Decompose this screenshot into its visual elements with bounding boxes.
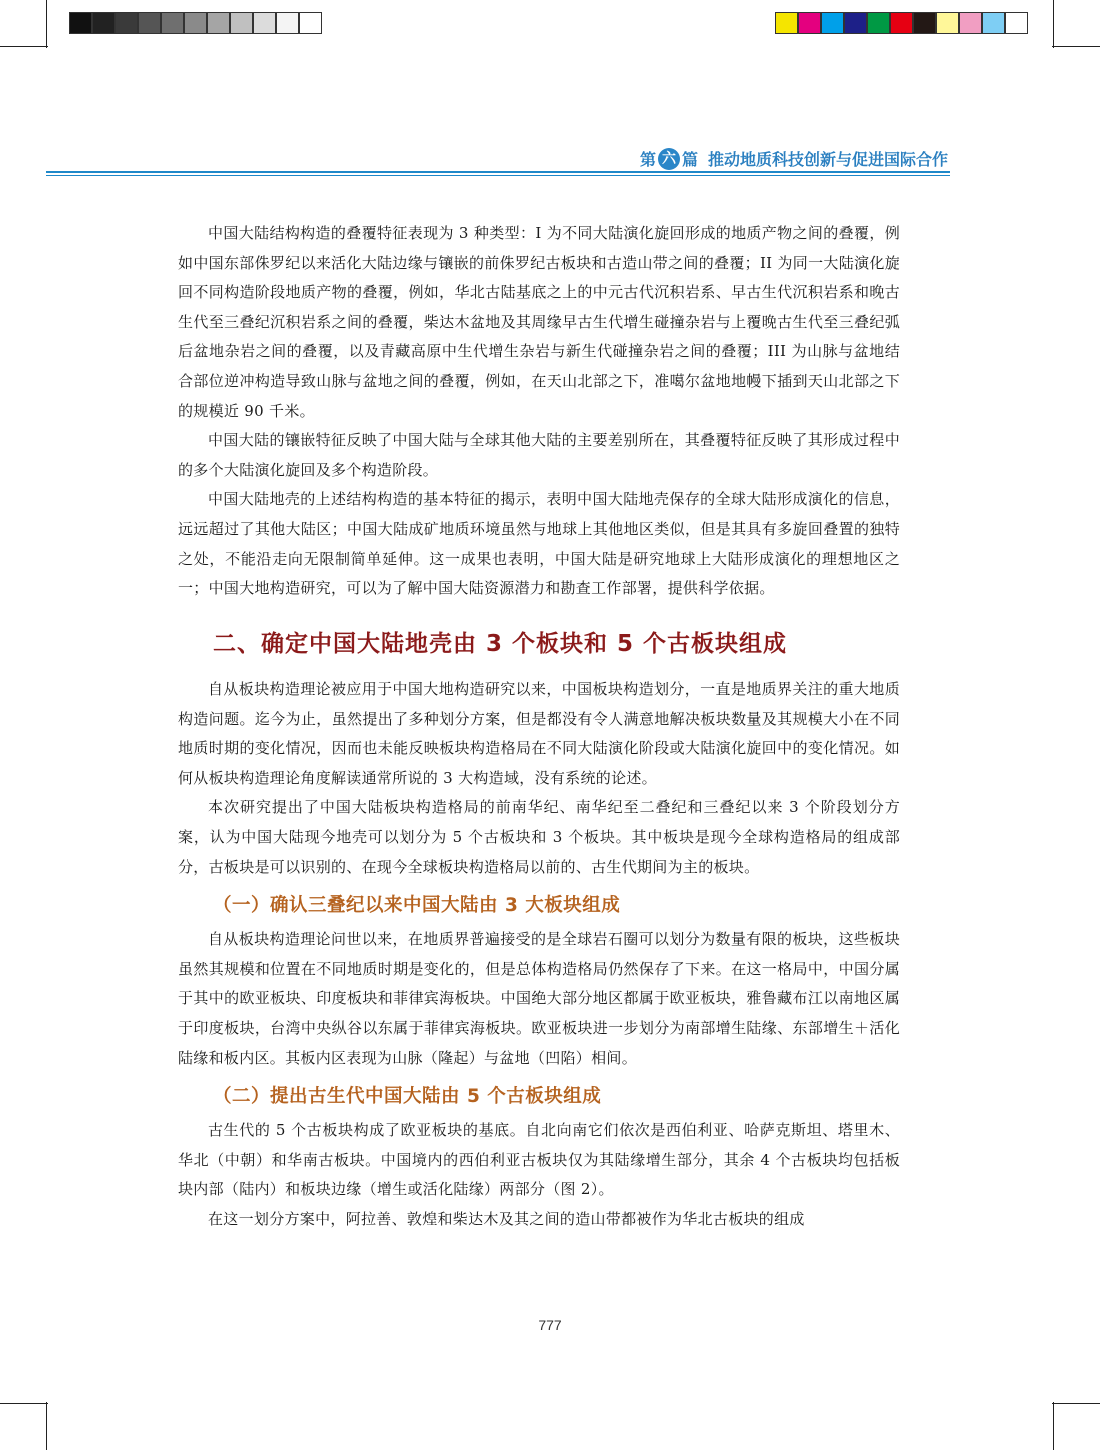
paragraph: 在这一划分方案中，阿拉善、敦煌和柴达木及其之间的造山带都被作为华北古板块的组成 [208, 1209, 805, 1228]
color-swatch [184, 12, 207, 34]
subsection-heading: （二）提出古生代中国大陆由 5 个古板块组成 [213, 1086, 602, 1108]
color-swatch [913, 12, 936, 34]
color-swatch [138, 12, 161, 34]
paragraph: 中国大陆的镶嵌特征反映了中国大陆与全球其他大陆的主要差别所在，其叠覆特征反映了其形成过程中的多个大陆演化旋回及多个构造阶段。 [178, 431, 900, 479]
paragraph: 中国大陆结构构造的叠覆特征表现为 3 种类型：I 为不同大陆演化旋回形成的地质产物之间的叠覆，例如中国东部侏罗纪以来活化大陆边缘与镶嵌的前侏罗纪古板块和古造山带之间的叠覆；II 为同一大陆演化旋回不同构造阶段地质产物的叠覆，例如，华北古陆基底之上的中元古代沉积岩系、早古生代沉积岩系和晚古生代至三叠纪沉积岩系之间的叠覆，柴达木盆地及其周缘早古生代增生碰撞杂岩与上覆晚古生代至三叠纪弧后盆地杂岩之间的叠覆，以及青藏高原中生代增生杂岩与新生代碰撞杂岩之间的叠覆；III 为山脉与盆地结合部位逆冲构造导致山脉与盆地之间的叠覆，例如，在天山北部之下，准噶尔盆地地幔下插到天山北部之下的规模近 90 千米。 [178, 224, 900, 420]
section1-body [178, 219, 900, 604]
color-swatch [299, 12, 322, 34]
paragraph: 中国大陆地壳的上述结构构造的基本特征的揭示，表明中国大陆地壳保存的全球大陆形成演化的信息，远远超过了其他大陆区；中国大陆成矿地质环境虽然与地球上其他地区类似，但是其具有多旋回叠置的独特之处，不能沿走向无限制简单延伸。这一成果也表明，中国大陆是研究地球上大陆形成演化的理想地区之一；中国大地构造研究，可以为了解中国大陆资源潜力和勘查工作部署，提供科学依据。 [178, 490, 900, 598]
page-number: 777 [538, 1317, 562, 1333]
color-swatch [207, 12, 230, 34]
header-title-group [640, 147, 948, 170]
header-rule-thin [46, 175, 950, 176]
section-heading: 二、确定中国大陆地壳由 3 个板块和 5 个古板块组成 [213, 631, 788, 657]
color-swatch [798, 12, 821, 34]
color-swatch [1005, 12, 1028, 34]
color-swatch [890, 12, 913, 34]
color-swatch [844, 12, 867, 34]
crop-mark-tr-h [1052, 46, 1100, 47]
color-calibration-bar [775, 12, 1028, 36]
chapter-prefix: 第 [639, 150, 656, 169]
crop-mark-tl-v [46, 0, 47, 48]
color-swatch [253, 12, 276, 34]
crop-mark-tr-v [1053, 0, 1054, 48]
color-swatch [775, 12, 798, 34]
header-title: 推动地质科技创新与促进国际合作 [707, 150, 948, 169]
section2-body [178, 675, 900, 1235]
header-rule [46, 171, 950, 173]
color-swatch [92, 12, 115, 34]
paragraph: 古生代的 5 个古板块构成了欧亚板块的基底。自北向南它们依次是西伯利亚、哈萨克斯坦、塔里木、华北（中朝）和华南古板块。中国境内的西伯利亚古板块仅为其陆缘增生部分，其余 4 个古板块均包括板块内部（陆内）和板块边缘（增生或活化陆缘）两部分（图 2）。 [178, 1121, 900, 1199]
chapter-suffix: 篇 [681, 150, 698, 169]
color-swatch [867, 12, 890, 34]
color-swatch [230, 12, 253, 34]
color-swatch [936, 12, 959, 34]
crop-mark-br-h [1052, 1403, 1100, 1404]
chapter-number-badge: 六 [658, 148, 680, 170]
paragraph: 自从板块构造理论问世以来，在地质界普遍接受的是全球岩石圈可以划分为数量有限的板块，这些板块虽然其规模和位置在不同地质时期是变化的，但是总体构造格局仍然保存了下来。在这一格局中，中国分属于其中的欧亚板块、印度板块和菲律宾海板块。中国绝大部分地区都属于欧亚板块，雅鲁藏布江以南地区属于印度板块，台湾中央纵谷以东属于菲律宾海板块。欧亚板块进一步划分为南部增生陆缘、东部增生＋活化陆缘和板内区。其板内区表现为山脉（隆起）与盆地（凹陷）相间。 [178, 930, 900, 1067]
chapter-label [640, 147, 708, 170]
crop-mark-bl-v [46, 1402, 47, 1450]
grayscale-calibration-bar [69, 12, 322, 36]
subsection-heading: （一）确认三叠纪以来中国大陆由 3 大板块组成 [213, 895, 621, 917]
color-swatch [959, 12, 982, 34]
color-swatch [982, 12, 1005, 34]
crop-mark-tl-h [0, 46, 48, 47]
crop-mark-br-v [1053, 1402, 1054, 1450]
running-header [46, 143, 950, 179]
color-swatch [69, 12, 92, 34]
crop-mark-bl-h [0, 1403, 48, 1404]
color-swatch [115, 12, 138, 34]
color-swatch [161, 12, 184, 34]
color-swatch [276, 12, 299, 34]
paragraph: 自从板块构造理论被应用于中国大地构造研究以来，中国板块构造划分，一直是地质界关注的重大地质构造问题。迄今为止，虽然提出了多种划分方案，但是都没有令人满意地解决板块数量及其规模大小在不同地质时期的变化情况，因而也未能反映板块构造格局在不同大陆演化阶段或大陆演化旋回中的变化情况。如何从板块构造理论角度解读通常所说的 3 大构造域，没有系统的论述。 [178, 680, 900, 787]
color-swatch [821, 12, 844, 34]
paragraph: 本次研究提出了中国大陆板块构造格局的前南华纪、南华纪至二叠纪和三叠纪以来 3 个阶段划分方案，认为中国大陆现今地壳可以划分为 5 个古板块和 3 个板块。其中板块是现今全球构造格局的组成部分，古板块是可以识别的、在现今全球板块构造格局以前的、古生代期间为主的板块。 [178, 798, 900, 876]
